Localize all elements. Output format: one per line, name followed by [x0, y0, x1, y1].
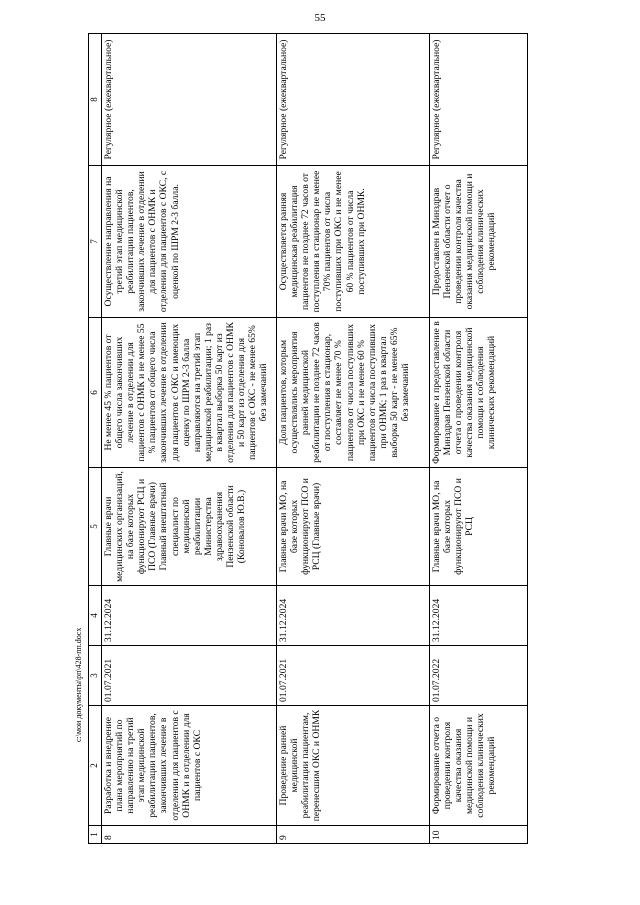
- table-row: [102, 34, 277, 844]
- column-number: 8: [89, 34, 102, 166]
- start-date-cell: 01.07.2021: [102, 646, 277, 706]
- page-number: 55: [314, 12, 326, 24]
- footer-file-path: c:\мои документы\рп\428-пп.docx: [74, 627, 83, 742]
- start-date-cell: 01.07.2021: [277, 646, 430, 706]
- start-date-cell: 01.07.2022: [430, 646, 528, 706]
- frequency-cell: Регулярное (ежеквартальное): [102, 34, 277, 166]
- end-date-cell: 31.12.2024: [102, 586, 277, 646]
- column-number: 1: [89, 826, 102, 844]
- row-number: 8: [102, 826, 277, 844]
- rotated-table: [88, 34, 528, 844]
- column-number: 3: [89, 646, 102, 706]
- column-number: 6: [89, 318, 102, 468]
- column-number: 4: [89, 586, 102, 646]
- indicator-cell: Не менее 45 % пациентов от общего числа закончивших лечение в отделении для пациентов с ОНМК и не менее 55 % пациентов от общего числа закончивших лечение в отделении для пациентов с ОКС и имеющих оценку по ШРМ 2-3 балла направляются на третий этап медицинской реабилитации; 1 раз в квартал выборка 50 карт из отделения для пациентов с ОНМК и 50 карт из отделения для пациентов с ОКС - не менее 65% без замечаний: [102, 318, 277, 468]
- activity-cell: Разработка и внедрение плана мероприятий по направлению на третий этап медицинской реабилитации пациентов, закончивших лечение в отделении для пациентов с ОНМК и в отделении для пациентов с ОКС: [102, 706, 277, 826]
- frequency-cell: Регулярное (ежеквартальное): [430, 34, 528, 166]
- table-row: [430, 34, 528, 844]
- row-number: 9: [277, 826, 430, 844]
- column-number: 5: [89, 468, 102, 586]
- column-number: 2: [89, 706, 102, 826]
- responsible-cell: Главные врачи МО, на базе которых функционируют ПСО и РСЦ: [430, 468, 528, 586]
- activity-table: [88, 33, 528, 844]
- result-cell: Осуществляется ранняя медицинская реабилитация пациентов не позднее 72 часов от поступления в стационар не менее 70% пациентов от числа поступивших при ОКС и не менее 60 % пациентов от числа поступивших при ОНМК.: [277, 166, 430, 318]
- indicator-cell: Формирование и предоставление в Минздрав Пензенской области отчета о проведении контроля качества оказания медицинской помощи и соблюдения клинических рекомендаций: [430, 318, 528, 468]
- result-cell: Осуществление направления на третий этап медицинской реабилитации пациентов, закончивших лечение в отделении для пациентов с ОНМК и отделении для пациентов с ОКС, с оценкой по ШРМ 2-3 балла.: [102, 166, 277, 318]
- responsible-cell: Главные врачи медицинских организаций, на базе которых функционируют РСЦ и ПСО (Главные врачи) Главный внештатный специалист по медицинской реабилитации Министерства здравоохранения Пензенской области (Коновалов Ю.В.): [102, 468, 277, 586]
- end-date-cell: 31.12.2024: [277, 586, 430, 646]
- activity-cell: Формирование отчета о проведении контроля качества оказания медицинской помощи и соблюдения клинических рекомендаций: [430, 706, 528, 826]
- responsible-cell: Главные врачи МО, на базе которых функционируют ПСО и РСЦ (Главные врачи): [277, 468, 430, 586]
- frequency-cell: Регулярное (ежеквартальное): [277, 34, 430, 166]
- activity-cell: Проведение ранней медицинской реабилитации пациентам, перенесшим ОКС и ОНМК: [277, 706, 430, 826]
- table-row: [277, 34, 430, 844]
- indicator-cell: Доля пациентов, которым осуществлялись мероприятия ранней медицинской реабилитации не позднее 72 часов от поступления в стационар, составляет не менее 70 % пациентов от числа поступивших при ОКС и не менее 60 % пациентов от числа поступивших при ОНМК; 1 раз в квартал выборка 50 карт - не менее 65% без замечаний: [277, 318, 430, 468]
- end-date-cell: 31.12.2024: [430, 586, 528, 646]
- row-number: 10: [430, 826, 528, 844]
- result-cell: Предоставлен в Минздрав Пензенской области отчет о проведении контроля качества оказания медицинской помощи и соблюдения клинических рекомендаций: [430, 166, 528, 318]
- column-number: 7: [89, 166, 102, 318]
- rotated-table-frame: [88, 34, 528, 844]
- column-number-row: [89, 34, 102, 844]
